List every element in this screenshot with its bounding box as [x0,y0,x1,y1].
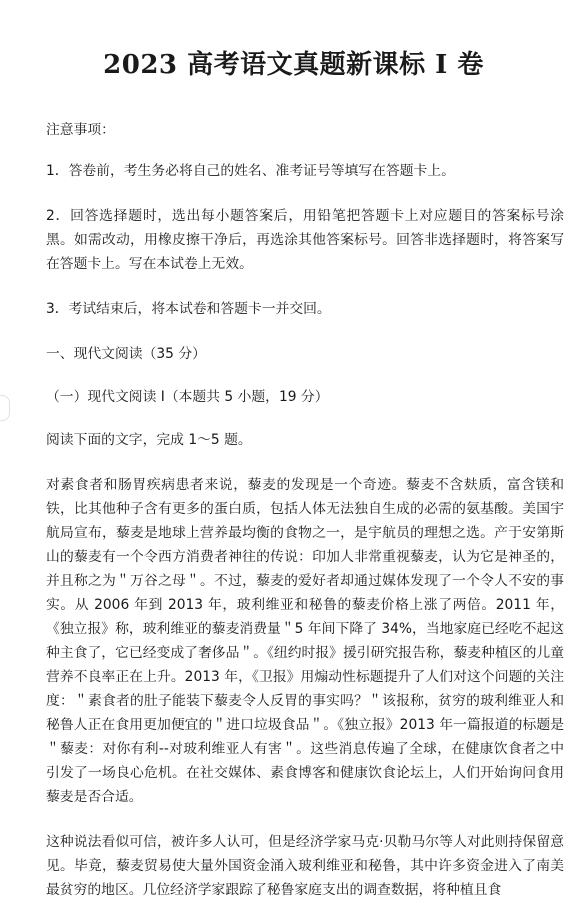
notice-heading: 注意事项： [46,122,115,138]
reading-instruction: 阅读下面的文字，完成 1～5 题。 [46,432,252,448]
notice-item-2: 2．回答选择题时，选出每小题答案后，用铅笔把答题卡上对应题目的答案标号涂黑。如需改动，用橡皮擦干净后，再选涂其他答案标号。回答非选择题时，将答案写在答题卡上。写在本试卷上无效。 [46,208,564,272]
passage-paragraph-2: 这种说法看似可信，被许多人认可，但是经济学家马克·贝勒马尔等人对此则持保留意见。毕竟，藜麦贸易使大量外国资金涌入玻利维亚和秘鲁，其中许多资金进入了南美最贫穷的地区。几位经济学家跟踪了秘鲁家庭支出的调查数据，将种植且食 [46,834,564,898]
exam-content [46,118,564,923]
exam-title: 2023 高考语文真题新课标 I 卷 [103,50,484,81]
side-scroll-handle[interactable] [0,395,10,421]
section-heading: 一、现代文阅读（35 分） [46,346,206,362]
notice-item-3: 3．考试结束后，将本试卷和答题卡一并交回。 [46,301,331,317]
notice-item-1: 1．答卷前，考生务必将自己的姓名、准考证号等填写在答题卡上。 [46,163,455,179]
passage-paragraph-1: 对素食者和肠胃疾病患者来说，藜麦的发现是一个奇迹。藜麦不含麸质，富含镁和铁，比其他种子含有更多的蛋白质，包括人体无法独自生成的必需的氨基酸。美国宇航局宣布，藜麦是地球上营养最均衡的食物之一，是宇航员的理想之选。产于安第斯山的藜麦有一个令西方消费者神往的传说：印加人非常重视藜麦，认为它是神圣的，并且称之为＂万谷之母＂。不过，藜麦的爱好者却通过媒体发现了一个令人不安的事实。从 2006 年到 2013 年，玻利维亚和秘鲁的藜麦价格上涨了两倍。2011 年，《独立报》称，玻利维亚的藜麦消费量＂5 年间下降了 34%，当地家庭已经吃不起这种主食了，它已经变成了奢侈品＂。《纽约时报》援引研究报告称，藜麦种植区的儿童营养不良率正在上升。2013 年，《卫报》用煽动性标题提升了人们对这个问题的关注度：＂素食者的肚子能装下藜麦令人反胃的事实吗？＂该报称，贫穷的玻利维亚人和秘鲁人正在食用更加便宜的＂进口垃圾食品＂。《独立报》2013 年一篇报道的标题是＂藜麦：对你有利--对玻利维亚人有害＂。这些消息传遍了全球，在健康饮食者之中引发了一场良心危机。在社交媒体、素食博客和健康饮食论坛上，人们开始询问食用藜麦是否合适。 [46,477,564,805]
subsection-heading: （一）现代文阅读 I（本题共 5 小题，19 分） [46,389,329,405]
